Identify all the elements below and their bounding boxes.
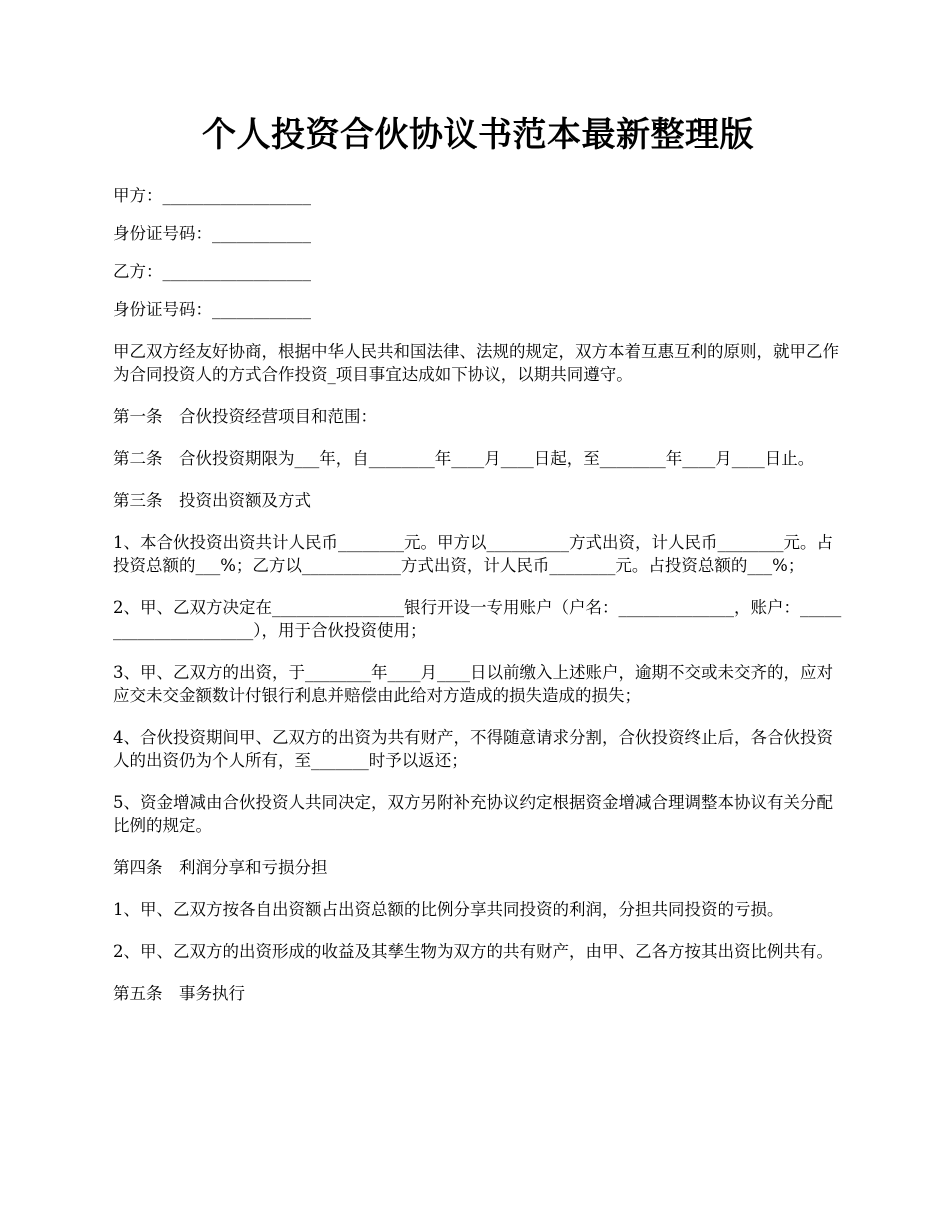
document-page — [113, 108, 843, 1024]
article-4-item-1: 1、甲、乙双方按各自出资额占出资总额的比例分享共同投资的利润，分担共同投资的亏损。 — [113, 900, 784, 919]
article-3-item-3: 3、甲、乙双方的出资，于________年____月____日以前缴入上述账户，逾期不交或未交齐的，应对应交未交金额数计付银行利息并赔偿由此给对方造成的损失造成的损失； — [113, 663, 833, 705]
party-a-id-line: 身份证号码：____________ — [113, 224, 311, 243]
party-a-line: 甲方：__________________ — [113, 186, 311, 205]
article-3-item-5: 5、资金增减由合伙投资人共同决定，双方另附补充协议约定根据资金增减合理调整本协议有关分配比例的规定。 — [113, 793, 833, 835]
document-title: 个人投资合伙协议书范本最新整理版 — [202, 115, 754, 155]
article-3-heading: 第三条 投资出资额及方式 — [113, 491, 311, 510]
party-b-id-line: 身份证号码：____________ — [113, 300, 311, 319]
article-5-heading: 第五条 事务执行 — [113, 984, 245, 1003]
preamble-paragraph: 甲乙双方经友好协商，根据中华人民共和国法律、法规的规定，双方本着互惠互利的原则，就甲乙作为合同投资人的方式合作投资_项目事宜达成如下协议，以期共同遵守。 — [113, 342, 839, 384]
article-2-paragraph: 第二条 合伙投资期限为___年，自________年____月____日起，至________年____月____日止。 — [113, 449, 815, 468]
article-1-heading: 第一条 合伙投资经营项目和范围： — [113, 407, 377, 426]
article-4-heading: 第四条 利润分享和亏损分担 — [113, 858, 328, 877]
party-b-line: 乙方：__________________ — [113, 262, 311, 281]
article-3-item-2: 2、甲、乙双方决定在________________银行开设一专用账户（户名：______________，账户：______________________），用于合伙投资使用； — [113, 598, 842, 640]
article-3-item-4: 4、合伙投资期间甲、乙双方的出资为共有财产，不得随意请求分割，合伙投资终止后，各合伙投资人的出资仍为个人所有，至_______时予以返还； — [113, 728, 833, 770]
article-3-item-1: 1、本合伙投资出资共计人民币________元。甲方以__________方式出资，计人民币________元。占投资总额的___%；乙方以____________方式出资，计人民币________元。占投资总额的___%； — [113, 533, 833, 575]
article-4-item-2: 2、甲、乙双方的出资形成的收益及其孳生物为双方的共有财产，由甲、乙各方按其出资比例共有。 — [113, 942, 833, 961]
